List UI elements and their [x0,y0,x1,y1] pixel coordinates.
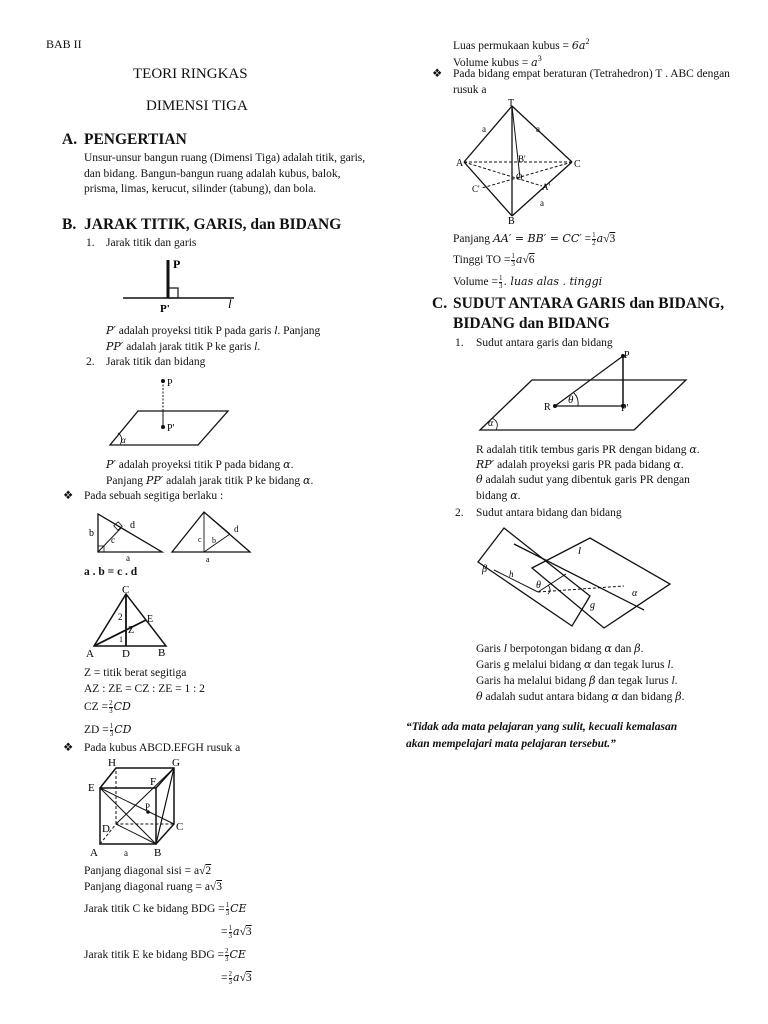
cube-label-A: A [90,847,98,859]
section-c-letter: C. [432,295,448,312]
item-2-text-line1: P′ adalah proyeksi titik P pada bidang α. [106,458,294,471]
cube-volume: Volume kubus = $a^3$ [453,54,542,69]
fig4-label-C: C [122,584,130,596]
figure-tetrahedron [456,98,586,227]
c2-text-2: Garis g melalui bidang α dan tegak lurus l. [476,658,674,671]
distance-e-bdg: Jarak titik E ke bidang BDG = $\frac{2}{3}$ CE [84,946,246,963]
fig6-label-theta: θ [536,580,541,591]
fig5-label-alpha: α [488,418,494,429]
tetra-label-C: C [574,159,581,170]
cube-intro: Pada kubus ABCD.EFGH rusuk a [84,742,241,754]
c1-text-1: R adalah titik tembus garis PR dengan bidang α. [476,443,700,456]
fig3-label-d: d [130,520,135,531]
fig6-label-beta: β [482,564,487,575]
tetra-label-a2: a [536,124,540,134]
fig5-label-P: P [624,350,630,361]
fig4-label-E: E [147,614,154,625]
tetra-intro: Pada bidang empat beraturan (Tetrahedron) T . ABC dengan rusuk a [453,68,730,96]
section-b-title: JARAK TITIK, GARIS, dan BIDANG [84,216,342,233]
page-title: TEORI RINGKAS [133,66,248,82]
tetra-label-a1: a [482,124,486,134]
item-1-text-line1: P′ adalah proyeksi titik P pada garis l. Panjang [106,324,321,337]
c2-text-1: Garis l berpotongan bidang α dan β. [476,642,644,655]
tetra-height: Tinggi TO = $\frac{1}{3}$ a√6 [453,251,535,268]
quote-line-1: “Tidak ada mata pelajaran yang sulit, kecuali kemalasan [406,721,678,733]
page-subtitle: DIMENSI TIGA [146,98,248,114]
tetra-label-A-prime: A' [542,182,551,192]
fig3b-label-d: d [234,524,239,534]
cube-label-P: P [145,802,151,812]
c-item-1-number: 1. [455,337,464,349]
fig2-label-alpha: α [121,435,126,445]
cube-label-F: F [150,776,157,788]
fig4-label-A: A [86,648,94,660]
fig3b-label-c: c [198,535,202,544]
fig4-label-1: 1 [119,635,123,644]
c-item-2-number: 2. [455,507,464,519]
item-1-number: 1. [86,237,95,249]
section-b-letter: B. [62,216,77,233]
fig4-label-D: D [122,648,130,660]
cube-label-D: D [102,823,110,835]
bullet-diamond-icon-2: ❖ [63,742,74,754]
tetra-label-B-prime: B' [518,154,526,164]
fig6-label-h: h [509,569,514,579]
item-1-label: Jarak titik dan garis [106,237,197,249]
fig4-label-2: 2 [118,612,123,622]
centroid-ratio: AZ : ZE = CZ : ZE = 1 : 2 [84,683,205,695]
tetra-median-length: Panjang AA′ = BB′ = CC′ = $\frac{1}{2}$ a√3 [453,230,616,247]
bullet-diamond-icon: ❖ [63,490,74,502]
figure-centroid-triangle [86,584,186,660]
centroid-definition: Z = titik berat segitiga [84,667,187,679]
fig4-label-Z: Z [128,625,135,636]
fig2-label-P: P [167,378,173,389]
item-2-label: Jarak titik dan bidang [106,356,206,368]
figure-right-triangles [88,506,258,564]
cube-label-H: H [108,757,116,769]
c1-text-4: bidang α. [476,489,521,502]
figure-line-plane-angle [478,350,688,434]
tetra-label-B: B [508,216,515,227]
fig5-label-theta: θ [568,394,574,406]
section-c-title-1: SUDUT ANTARA GARIS dan BIDANG, [453,295,725,312]
tetra-label-A: A [456,158,464,169]
quote-line-2: akan mempelajari mata pelajaran tersebut.” [406,738,616,750]
c2-text-4: θ adalah sudut antara bidang α dan bidang β. [476,690,685,703]
c1-text-3: θ adalah sudut yang dibentuk garis PR dengan [476,473,690,486]
figure-point-plane [108,375,230,450]
cube-face-diagonal: Panjang diagonal sisi = a√2 [84,865,212,877]
fig3b-label-a: a [206,555,210,564]
cube-surface-area: Luas permukaan kubus = $6a^2$ [453,37,590,52]
triangle-formula: a . b = c . d [84,566,138,578]
fig5-label-R: R [544,402,551,413]
fig3-label-a: a [126,553,130,563]
section-a-title: PENGERTIAN [84,131,187,148]
fig3-label-b: b [89,528,94,539]
tetra-volume: Volume = $\frac{1}{3}$ . luas alas . tinggi [453,273,603,290]
tetra-label-C-prime: C' [472,184,480,194]
distance-e-bdg-value: = $\frac{2}{3}$ a√3 [221,969,252,986]
section-c-title-2: BIDANG dan BIDANG [453,315,610,332]
cube-label-G: G [172,757,180,769]
item-2-number: 2. [86,356,95,368]
figure-cube [88,758,196,860]
fig3-label-c: c [111,535,115,545]
fig1-label-P: P [173,257,181,271]
fig6-label-l: l [578,545,582,557]
section-a-text: Unsur-unsur bangun ruang (Dimensi Tiga) adalah titik, garis, dan bidang. Bangun-bangun ruang adalah kubus, balok, prisma, limas, kerucut, silinder (tabung), dan bola. [84,152,366,195]
zd-formula: ZD = $\frac{1}{3}$ CD [84,721,132,738]
cube-label-E: E [88,782,95,794]
cube-space-diagonal: Panjang diagonal ruang = a√3 [84,881,222,893]
item-1-text-line2: PP′ adalah jarak titik P ke garis l. [106,340,261,353]
fig6-label-alpha: α [632,588,638,599]
c2-text-3: Garis ha melalui bidang β dan tegak lurus l. [476,674,678,687]
tetra-label-a3: a [540,198,544,208]
c-item-2-label: Sudut antara bidang dan bidang [476,507,622,519]
tetra-label-T: T [508,98,515,109]
c-item-1-label: Sudut antara garis dan bidang [476,337,613,349]
fig1-label-l: l [228,296,232,311]
distance-c-bdg: Jarak titik C ke bidang BDG = $\frac{1}{3}$ CE [84,900,247,917]
fig1-label-P-prime: P' [160,303,170,315]
c1-text-2: RP′ adalah proyeksi garis PR pada bidang α. [476,458,684,471]
cube-label-C: C [176,821,184,833]
triangle-intro: Pada sebuah segitiga berlaku : [84,490,224,502]
fig5-label-P-prime: P' [621,403,629,414]
fig2-label-P-prime: P' [167,423,175,434]
cz-formula: CZ = $\frac{2}{3}$ CD [84,698,131,715]
distance-c-bdg-value: = $\frac{1}{3}$ a√3 [221,923,252,940]
fig4-label-B: B [158,647,166,659]
figure-point-line [118,254,243,314]
section-a-letter: A. [62,131,78,148]
bullet-diamond-icon-3: ❖ [432,68,443,80]
cube-label-B: B [154,847,162,859]
fig6-label-g: g [590,600,595,611]
chapter-label: BAB II [46,37,82,51]
tetra-label-O: O [516,172,523,182]
item-2-text-line2: Panjang PP′ adalah jarak titik P ke bidang α. [106,474,314,487]
fig3b-label-b: b [212,536,216,545]
figure-plane-plane-angle [474,522,674,632]
cube-label-a: a [124,848,128,858]
